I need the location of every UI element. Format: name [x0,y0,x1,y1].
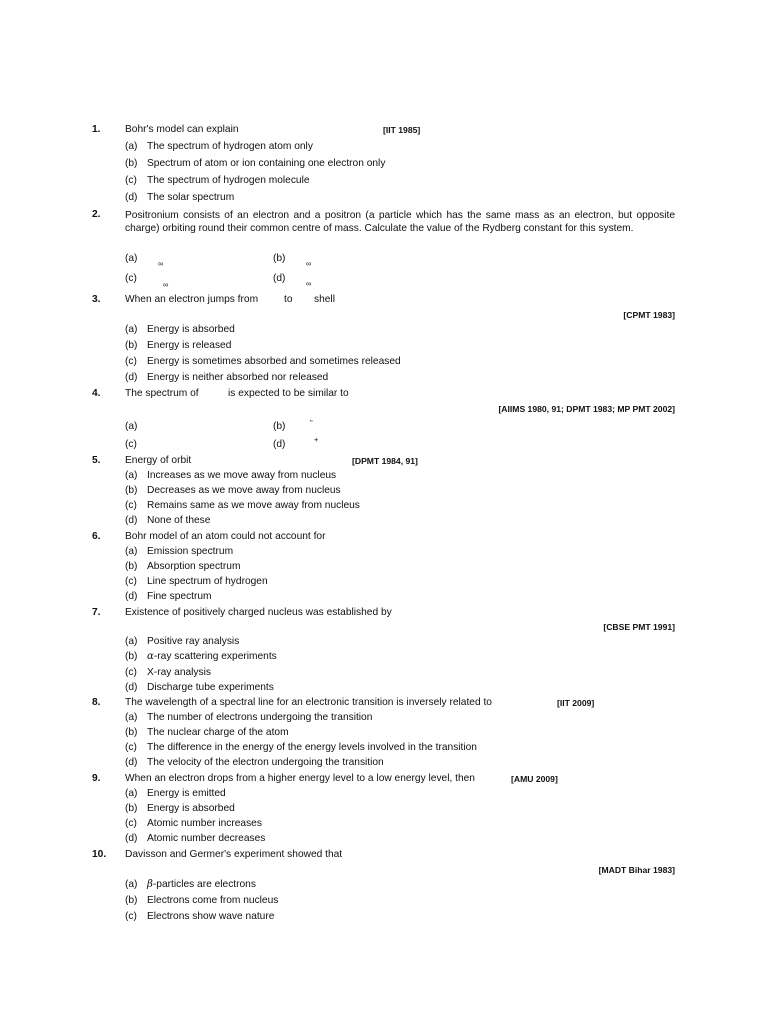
option-text: None of these [147,515,211,526]
question-number: 6. [92,531,101,542]
superscript-mark: " [310,418,313,427]
option-label: (b) [125,485,138,496]
option-label: (d) [273,273,286,284]
option-label: (a) [125,636,138,647]
question-number: 7. [92,607,101,618]
option-text: Discharge tube experiments [147,682,274,693]
option-text: Fine spectrum [147,591,212,602]
option-label: (a) [125,253,138,264]
option-text: -ray scattering experiments [153,651,277,662]
question-text: Energy of orbit [125,455,192,466]
option-text: Emission spectrum [147,546,234,557]
option-label: (b) [125,340,138,351]
option-text: Energy is absorbed [147,803,235,814]
exam-reference: [CPMT 1983] [623,310,675,320]
option-text-with-symbol [147,651,277,663]
option-label: (b) [125,561,138,572]
option-label: (a) [125,879,138,890]
option-text: Absorption spectrum [147,561,241,572]
exam-reference: [CBSE PMT 1991] [603,622,675,632]
option-label: (a) [125,141,138,152]
question-number: 9. [92,773,101,784]
option-label: (c) [125,273,137,284]
question-number: 2. [92,209,101,220]
option-text: Remains same as we move away from nucleus [147,500,360,511]
option-label: (c) [125,576,137,587]
exam-reference: [MADT Bihar 1983] [598,865,675,875]
question-number: 3. [92,294,101,305]
option-label: (b) [125,727,138,738]
option-label: (b) [273,421,286,432]
option-label: (d) [125,682,138,693]
option-text: X-ray analysis [147,667,211,678]
exam-reference: [IIT 1985] [383,125,421,135]
question-number: 8. [92,697,101,708]
option-label: (a) [125,788,138,799]
option-text: The nuclear charge of the atom [147,727,289,738]
option-label: (c) [125,818,137,829]
option-label: (c) [125,911,137,922]
option-label: (c) [125,742,137,753]
question-text: Bohr's model can explain [125,124,239,135]
alpha-symbol: α [147,651,154,662]
question-text: Existence of positively charged nucleus was established by [125,607,392,618]
question-number: 5. [92,455,101,466]
option-text: Energy is absorbed [147,324,235,335]
option-text: The difference in the energy of the energy levels involved in the transition [147,742,477,753]
option-label: (a) [125,324,138,335]
option-label: (d) [125,833,138,844]
question-number: 4. [92,388,101,399]
question-text: The wavelength of a spectral line for an electronic transition is inversely related to [125,697,492,708]
option-text: Atomic number decreases [147,833,266,844]
option-label: (a) [125,470,138,481]
option-text: Energy is sometimes absorbed and sometimes released [147,356,401,367]
infinity-symbol: ∞ [158,259,164,268]
question-text-fragment: shell [314,294,335,305]
option-text: Electrons show wave nature [147,911,275,922]
superscript-mark: + [314,435,319,444]
option-text: Positive ray analysis [147,636,240,647]
option-label: (b) [125,158,138,169]
beta-symbol: β [147,879,153,890]
option-label: (c) [125,439,137,450]
option-label: (b) [125,651,138,662]
option-text: The velocity of the electron undergoing the transition [147,757,384,768]
option-text: Spectrum of atom or ion containing one electron only [147,158,386,169]
option-text: Energy is released [147,340,232,351]
option-label: (b) [273,253,286,264]
question-text-fragment: is expected to be similar to [228,388,349,399]
option-text: Electrons come from nucleus [147,895,279,906]
option-text: Line spectrum of hydrogen [147,576,268,587]
option-label: (d) [125,192,138,203]
question-text: The spectrum of [125,388,199,399]
question-text: Bohr model of an atom could not account for [125,531,326,542]
option-label: (d) [125,372,138,383]
option-label: (c) [125,356,137,367]
infinity-symbol: ∞ [306,259,312,268]
question-number: 10. [92,849,107,860]
option-label: (d) [125,591,138,602]
option-text: Energy is emitted [147,788,226,799]
option-text: -particles are electrons [152,879,256,890]
question-text: When an electron jumps from [125,294,259,305]
exam-reference: [DPMT 1984, 91] [352,456,418,466]
exam-reference: [AMU 2009] [511,774,558,784]
exam-reference: [AIIMS 1980, 91; DPMT 1983; MP PMT 2002] [498,404,675,414]
option-label: (d) [273,439,286,450]
option-label: (b) [125,895,138,906]
option-text: The solar spectrum [147,192,235,203]
option-text: The number of electrons undergoing the transition [147,712,373,723]
option-text: Atomic number increases [147,818,262,829]
question-text: Davisson and Germer's experiment showed that [125,849,343,860]
question-text: Positronium consists of an electron and a positron (a particle which has the same mass as an electron, but opposite charge) orbiting round their common centre of mass. Calculate the value of the Rydberg constant for this system. [125,210,675,234]
option-text: The spectrum of hydrogen molecule [147,175,310,186]
option-label: (d) [125,757,138,768]
option-label: (c) [125,667,137,678]
option-label: (a) [125,421,138,432]
option-text: Energy is neither absorbed nor released [147,372,329,383]
exam-reference: [IIT 2009] [557,698,595,708]
infinity-symbol: ∞ [306,279,312,288]
option-label: (d) [125,515,138,526]
option-text: Increases as we move away from nucleus [147,470,337,481]
question-text: When an electron drops from a higher energy level to a low energy level, then [125,773,475,784]
option-label: (a) [125,712,138,723]
option-text-with-symbol [147,879,256,891]
option-text: The spectrum of hydrogen atom only [147,141,313,152]
option-label: (c) [125,500,137,511]
option-text: Decreases as we move away from nucleus [147,485,341,496]
option-label: (a) [125,546,138,557]
question-text-fragment: to [284,294,293,305]
option-label: (c) [125,175,137,186]
infinity-symbol: ∞ [163,280,169,289]
option-label: (b) [125,803,138,814]
question-number: 1. [92,124,101,135]
